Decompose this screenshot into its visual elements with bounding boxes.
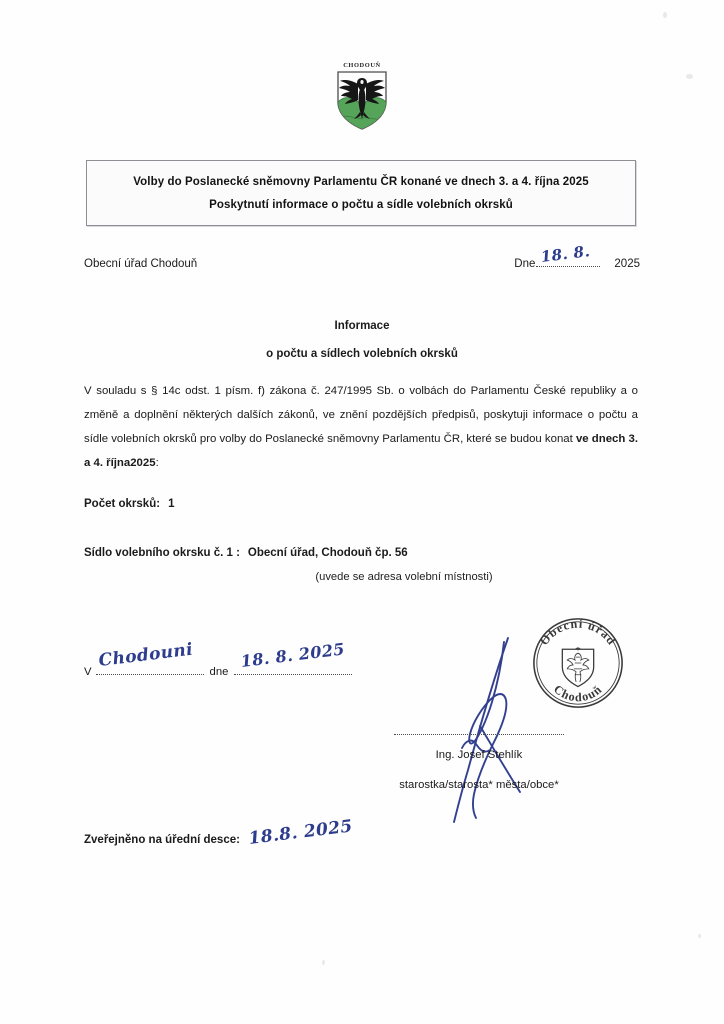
scan-speck <box>698 934 701 938</box>
published-line <box>84 816 355 849</box>
handwritten-published-date: 18.8. 2025 <box>247 816 354 849</box>
date-year: 2025 <box>614 258 640 270</box>
signing-date-dotted-line <box>234 639 352 675</box>
date-prefix: dne <box>209 666 229 678</box>
handwritten-signing-date: 18. 8. 2025 <box>240 639 347 671</box>
title-line-1: Volby do Poslanecké sněmovny Parlamentu ČR konané ve dnech 3. a 4. října 2025 <box>133 175 589 188</box>
precinct-seat-value: Obecní úřad, Chodouň čp. 56 <box>247 547 408 559</box>
official-round-stamp-icon <box>529 614 627 712</box>
precinct-seat-line <box>84 547 408 559</box>
precinct-count-line <box>84 498 174 510</box>
handwritten-place: Chodouni <box>97 639 194 671</box>
scan-speck <box>322 960 325 965</box>
svg-text:Chodouň: Chodouň <box>551 681 605 705</box>
body-paragraph <box>84 379 638 475</box>
place-prefix: V <box>84 666 92 678</box>
signer-name: Ing. Josef Stehlík <box>435 749 523 761</box>
body-text-lead: V souladu s § 14c odst. 1 písm. f) zákona č. 247/1995 Sb. o volbách do Parlamentu České republiky a o změně a doplnění některých dalších zákonů, ve znění pozdějších předpisů, poskytuji informace o počtu a sídle volebních okrsků pro volby do Poslanecké sněmovny Parlamentu ČR, které se budou konat <box>84 385 638 445</box>
signer-role: starostka/starosta* města/obce* <box>399 779 559 791</box>
signing-place-row <box>84 639 352 678</box>
body-text-dates: ve dnech 3. a 4. října2025 <box>84 433 639 469</box>
handwritten-date-top: 18. 8. <box>540 242 592 266</box>
svg-text:CHODOUŇ: CHODOUŇ <box>343 62 381 69</box>
office-date-row <box>84 242 640 270</box>
precinct-count-value: 1 <box>168 498 175 510</box>
heading-informace: Informace <box>334 320 390 332</box>
heading-subtitle: o počtu a sídlech volebních okrsků <box>266 348 458 360</box>
office-name: Obecní úřad Chodouň <box>84 258 198 270</box>
place-dotted-line <box>96 639 204 675</box>
scan-speck <box>663 12 667 18</box>
date-group <box>514 242 640 270</box>
body-text-tail: : <box>155 457 159 469</box>
crest-container <box>0 58 724 132</box>
precinct-count-label: Počet okrsků: <box>84 498 161 510</box>
address-note: (uvede se adresa volební místnosti) <box>315 571 493 583</box>
title-box <box>86 160 636 226</box>
date-label: Dne <box>514 258 536 270</box>
signature-dotted-line <box>394 733 564 735</box>
chodoun-coat-of-arms-icon <box>329 58 395 132</box>
svg-text:Obecní úřad: Obecní úřad <box>536 616 620 648</box>
title-line-2: Poskytnutí informace o počtu a sídle volebních okrsků <box>209 198 513 211</box>
published-label: Zveřejněno na úřední desce: <box>84 834 240 846</box>
precinct-seat-label: Sídlo volebního okrsku č. 1 : <box>84 547 240 559</box>
